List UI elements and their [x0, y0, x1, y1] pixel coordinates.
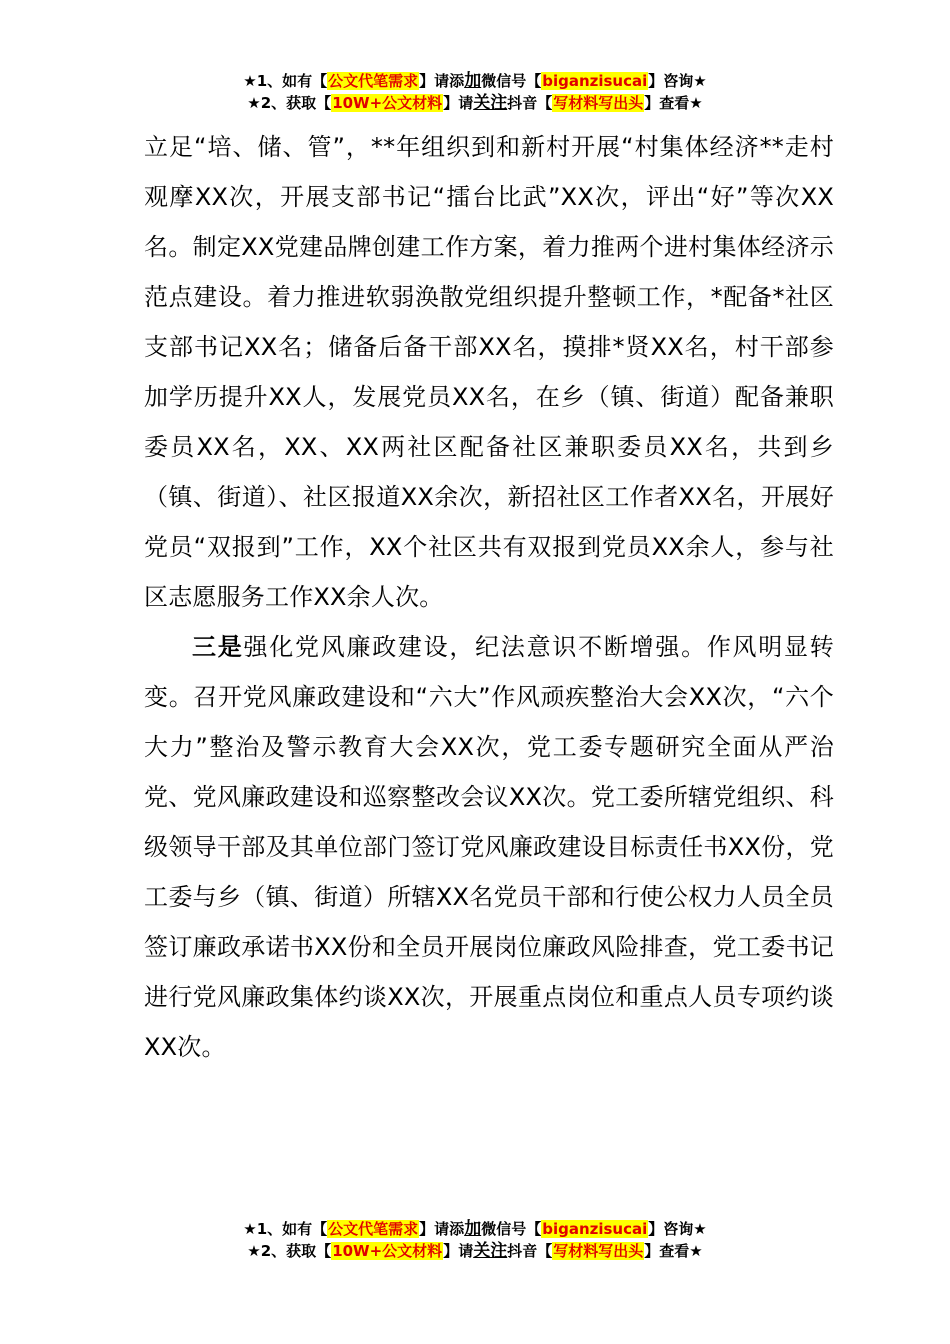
banner-line-1 [0, 70, 950, 92]
highlight-wechat-id: biganzisucai [542, 1220, 648, 1238]
banner-text: 】请 [443, 94, 474, 112]
banner-emphasis: 关注 [473, 93, 508, 113]
banner-text: 】咨询★ [648, 1220, 707, 1238]
highlight-service: 公文代笔需求 [328, 1220, 419, 1238]
banner-text: 】查看★ [644, 1242, 703, 1260]
highlight-douyin-id: 写材料写出头 [553, 94, 644, 112]
document-body [144, 122, 834, 1072]
highlight-materials: 10W+公文材料 [332, 94, 443, 112]
paragraph-2 [144, 622, 834, 1072]
banner-text: 】请添 [419, 72, 465, 90]
banner-text: 】咨询★ [648, 72, 707, 90]
banner-text: 】查看★ [644, 94, 703, 112]
footer-banner [0, 1218, 950, 1262]
banner-text: 】请添 [419, 1220, 465, 1238]
banner-line-1 [0, 1218, 950, 1240]
paragraph-lead: 三是 [192, 633, 244, 661]
paragraph-1: 立足“培、储、管”，**年组织到和新村开展“村集体经济**走村观摩XX次，开展支部书记“擂台比武”XX次，评出“好”等次XX名。制定XX党建品牌创建工作方案，着力推两个进村集体经济示范点建设。着力推进软弱涣散党组织提升整顿工作，*配备*社区支部书记XX名；储备后备干部XX名，摸排*贤XX名，村干部参加学历提升XX人，发展党员XX名，在乡（镇、街道）配备兼职委员XX名，XX、XX两社区配备社区兼职委员XX名，共到乡（镇、街道）、社区报道XX余次，新招社区工作者XX名，开展好党员“双报到”工作，XX个社区共有双报到党员XX余人，参与社区志愿服务工作XX余人次。 [144, 133, 834, 611]
banner-line-2 [0, 92, 950, 114]
banner-text: 微信号【 [481, 72, 542, 90]
banner-emphasis: 关注 [473, 1241, 508, 1261]
banner-emphasis: 加 [464, 1219, 482, 1239]
banner-text: 微信号【 [481, 1220, 542, 1238]
banner-text: ★1、如有【 [243, 1220, 328, 1238]
highlight-service: 公文代笔需求 [328, 72, 419, 90]
highlight-wechat-id: biganzisucai [542, 72, 648, 90]
highlight-douyin-id: 写材料写出头 [553, 1242, 644, 1260]
paragraph-2-body: 强化党风廉政建设，纪法意识不断增强。作风明显转变。召开党风廉政建设和“六大”作风顽疾整治大会XX次，“六个大力”整治及警示教育大会XX次，党工委专题研究全面从严治党、党风廉政建设和巡察整改会议XX次。党工委所辖党组织、科级领导干部及其单位部门签订党风廉政建设目标责任书XX份，党工委与乡（镇、街道）所辖XX名党员干部和行使公权力人员全员签订廉政承诺书XX份和全员开展岗位廉政风险排查，党工委书记进行党风廉政集体约谈XX次，开展重点岗位和重点人员专项约谈XX次。 [144, 633, 834, 1061]
highlight-materials: 10W+公文材料 [332, 1242, 443, 1260]
banner-text: 】请 [443, 1242, 474, 1260]
banner-line-2 [0, 1240, 950, 1262]
banner-emphasis: 加 [464, 71, 482, 91]
banner-text: ★2、获取【 [247, 94, 332, 112]
header-banner [0, 70, 950, 114]
banner-text: ★2、获取【 [247, 1242, 332, 1260]
banner-text: 抖音【 [507, 1242, 553, 1260]
banner-text: ★1、如有【 [243, 72, 328, 90]
banner-text: 抖音【 [507, 94, 553, 112]
